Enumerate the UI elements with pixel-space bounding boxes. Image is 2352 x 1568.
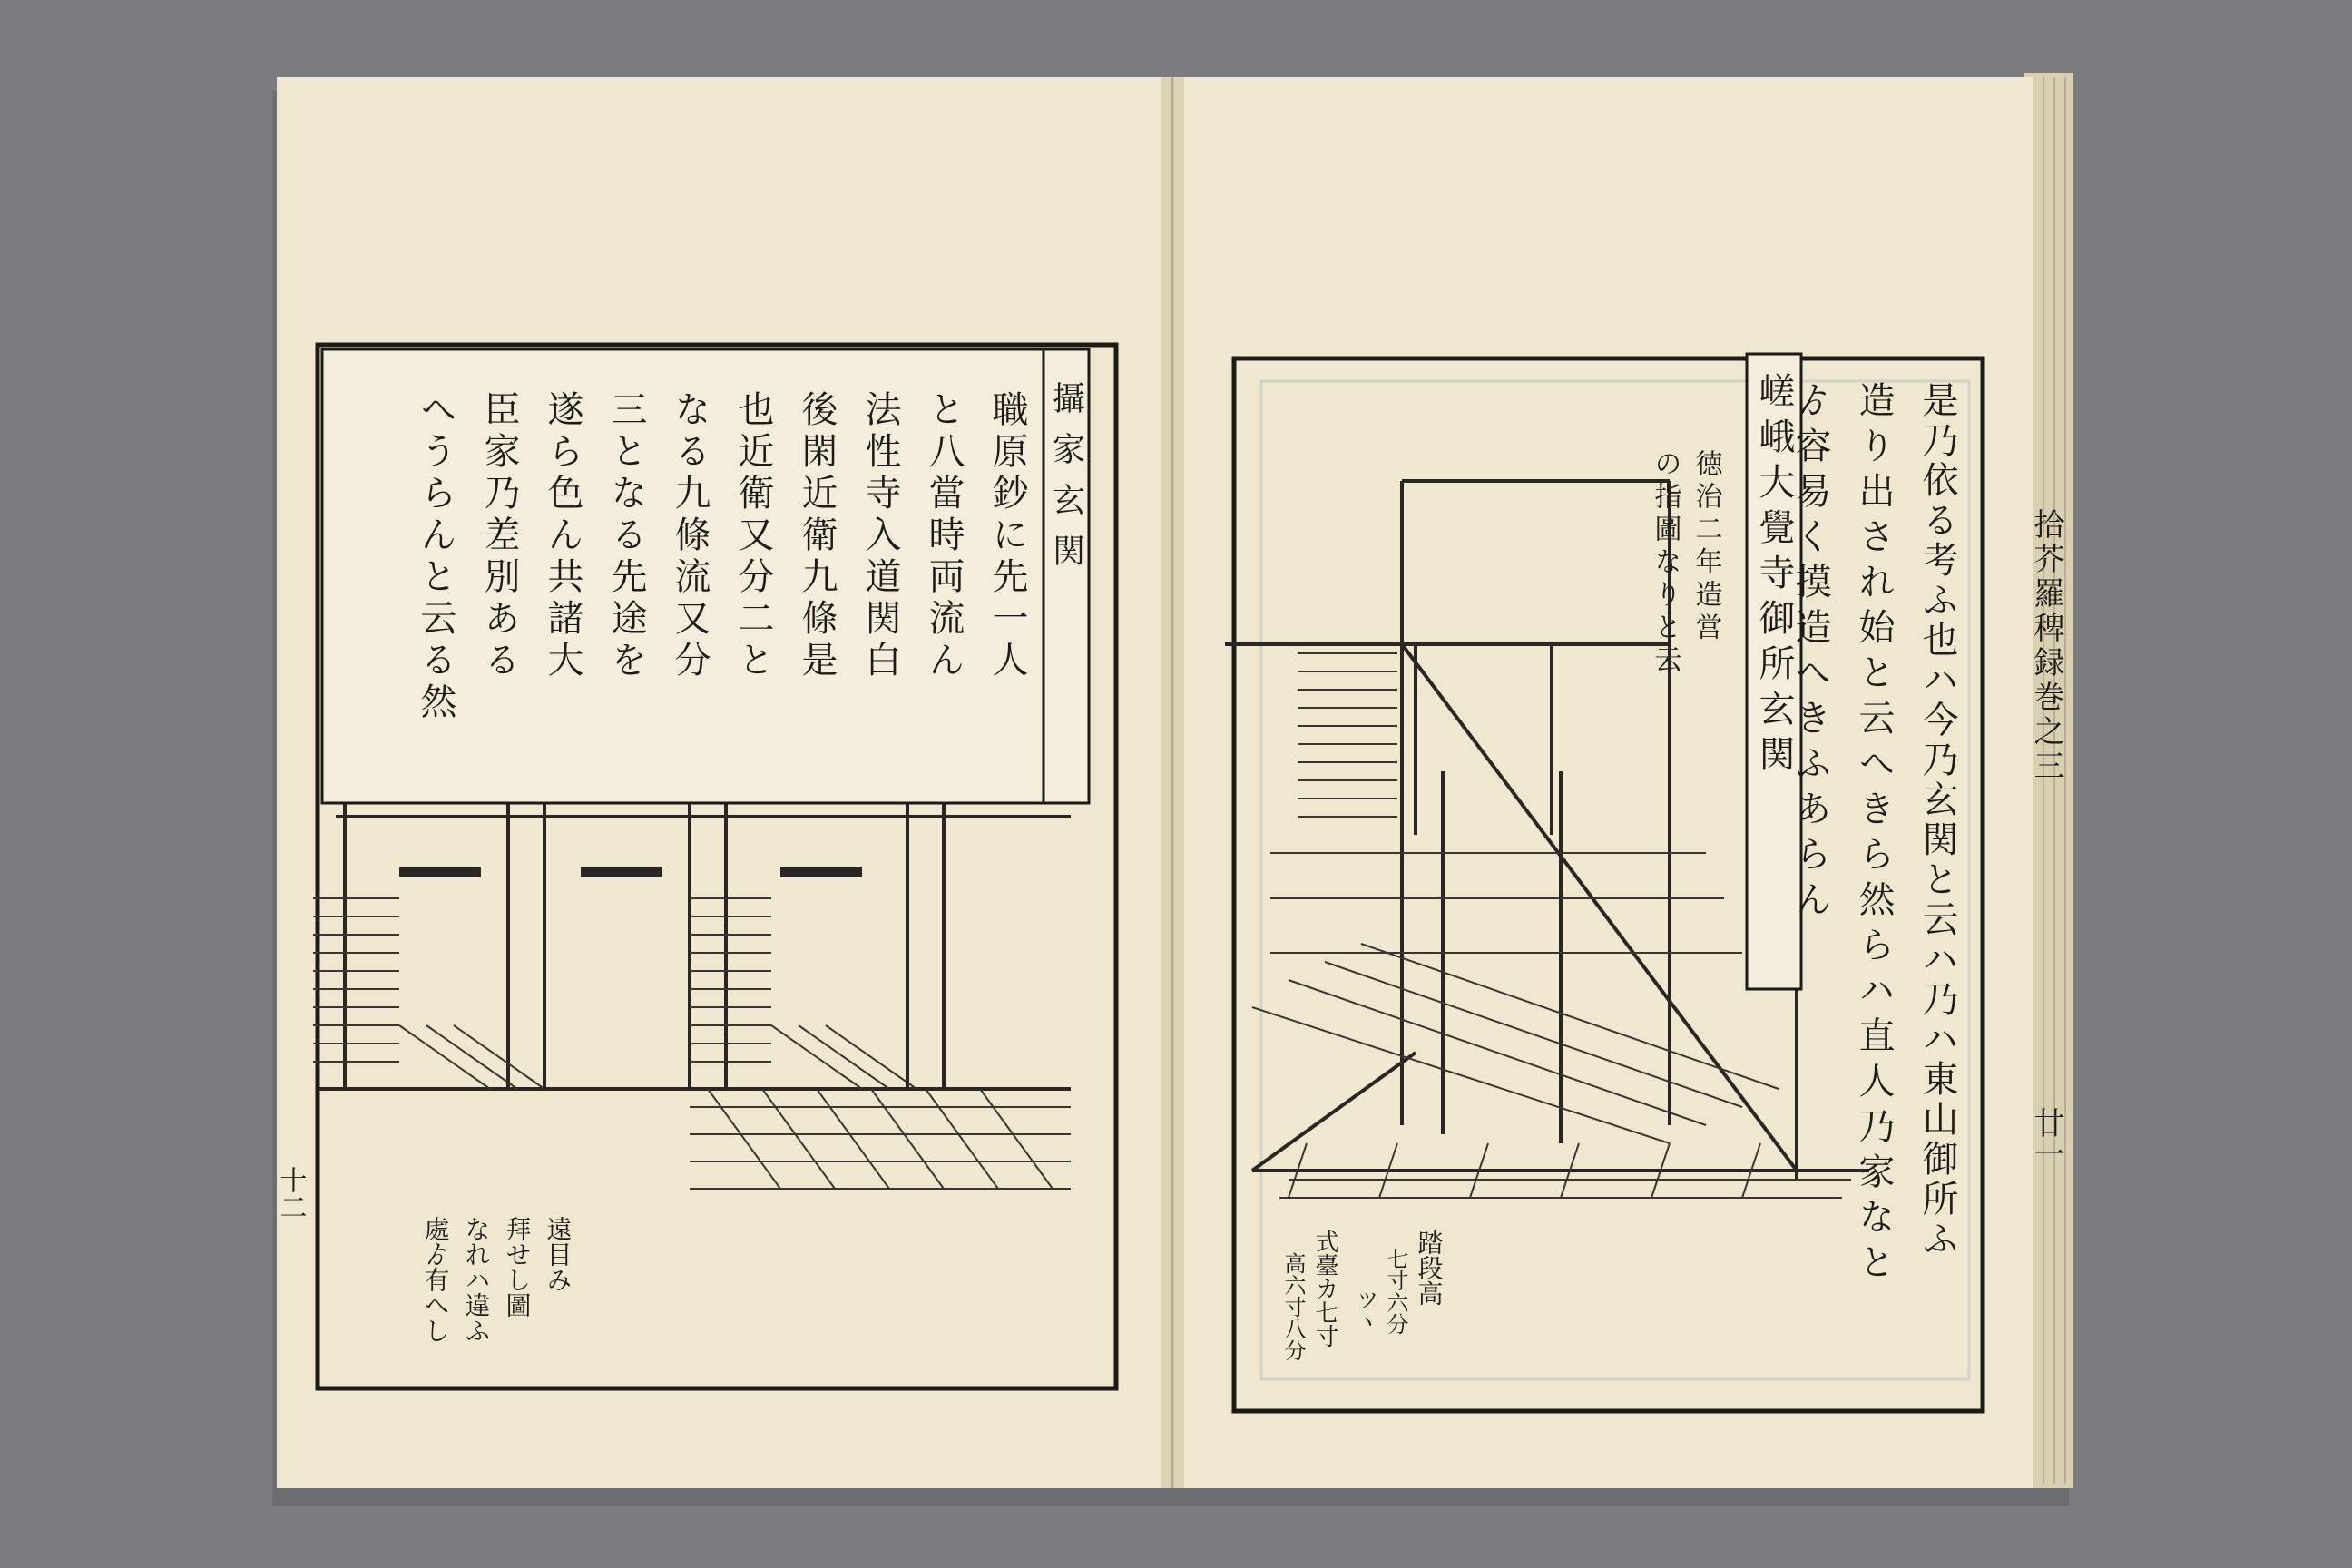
right-body-line: 造り出され始と云へきら然らハ直人乃家なと (1853, 381, 1895, 1289)
left-folio: 十二 (274, 1166, 307, 1220)
left-body-line: へうらんと云る然 (415, 390, 456, 724)
base-note-line: 式臺カ七寸 (1311, 1230, 1338, 1348)
steps-note-line: 踏段高 (1414, 1230, 1445, 1306)
left-body-line: 職原鈔に先一人 (986, 390, 1028, 682)
left-body-line: 法性寺入道関白 (859, 390, 901, 682)
steps-note-line: ツヽ (1353, 1289, 1378, 1332)
left-note-line: なれハ違ふ (461, 1216, 492, 1343)
left-body-line: 也近衛又分二と (732, 390, 774, 682)
left-page-label: 攝家玄関 (1047, 381, 1085, 584)
left-body-line: と八當時両流ん (923, 390, 965, 682)
right-folio: 廿一 (2028, 1107, 2064, 1169)
steps-note-line: 七寸六分 (1383, 1248, 1408, 1335)
left-body-line: 臣家乃差別ある (478, 390, 520, 682)
right-body-line: ゟ容易く摸造へきふあらん (1789, 381, 1831, 926)
right-body-line: 是乃依る考ふ也ハ今乃玄関と云ハ乃ハ東山御所ふ (1916, 381, 1958, 1259)
left-body-line: 三となる先途を (605, 390, 647, 682)
left-note-line: 處ゟ有へし (420, 1216, 451, 1343)
left-body-line: 遂ら色ん共諸大 (542, 390, 583, 682)
right-sub-label-line: の指圖なりと云 (1649, 449, 1681, 678)
left-body-line: なる九條流又分 (669, 390, 710, 682)
right-sub-label-line: 徳治二年造営 (1690, 449, 1722, 645)
left-note-line: 遠目み (543, 1216, 573, 1292)
left-note-line: 拜せし圖 (502, 1216, 533, 1318)
right-page-label: 嵯峨大覺寺御所玄関 (1753, 372, 1795, 780)
left-body-line: 後閑近衛九條是 (796, 390, 838, 682)
spine-title: 拾芥羅稗録巻之三 (2028, 508, 2064, 784)
base-note-line: 高六寸八分 (1280, 1252, 1306, 1361)
